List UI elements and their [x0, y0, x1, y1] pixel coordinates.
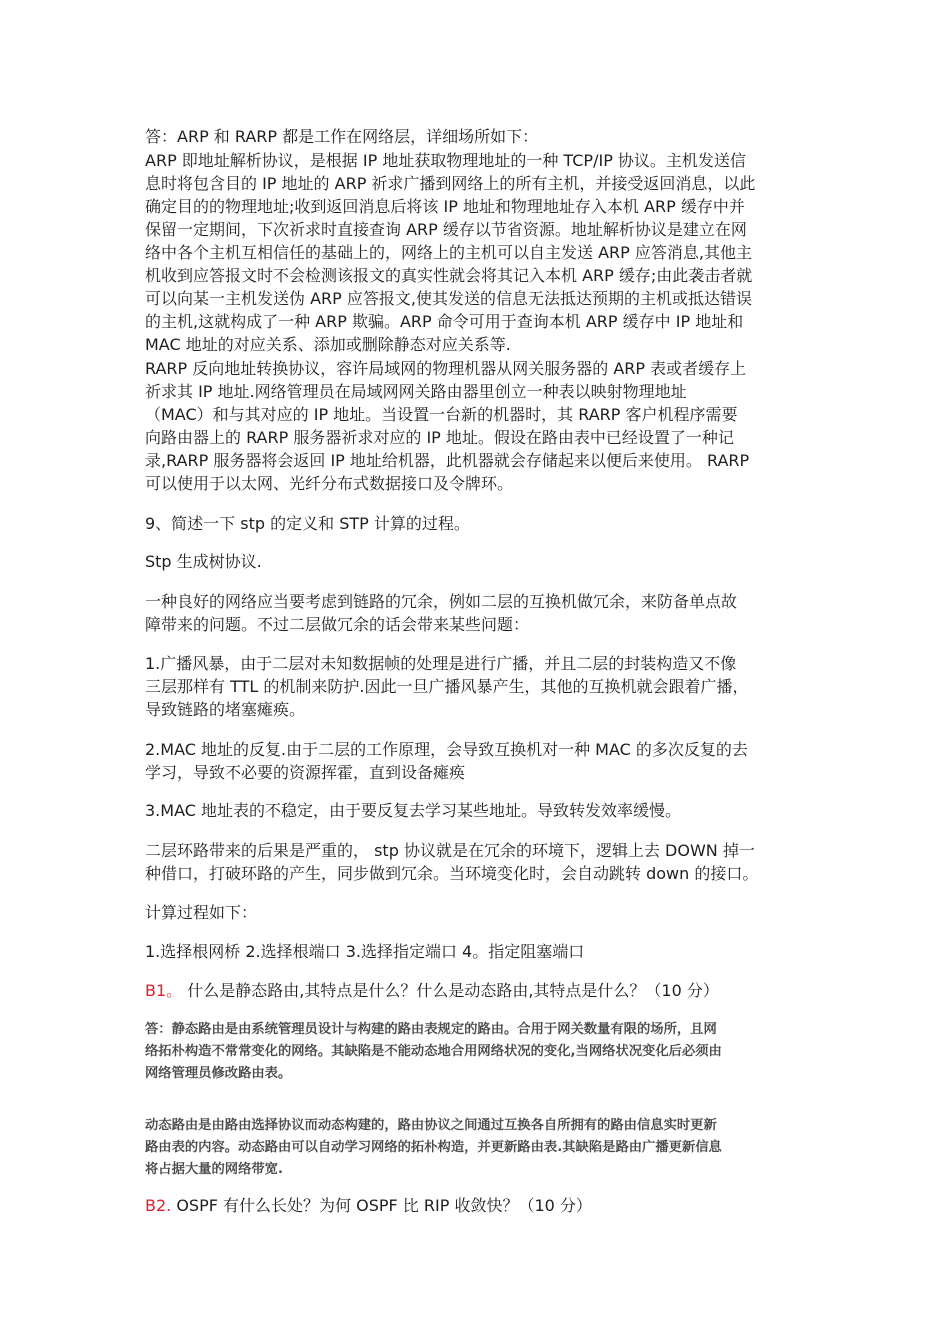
arp-line: 确定目的的物理地址;收到返回消息后将该 IP 地址和物理地址存入本机 ARP 缓存中并: [145, 197, 745, 216]
stp-point-1-line: 三层那样有 TTL 的机制来防护.因此一旦广播风暴产生，其他的互换机就会跟着广播，: [145, 677, 749, 696]
arp-line: 可以向某一主机发送伪 ARP 应答报文,使其发送的信息无法抵达预期的主机或抵达错误: [145, 289, 752, 308]
question-b2-label: B2.: [145, 1196, 172, 1215]
question-b2-text: OSPF 有什么长处？为何 OSPF 比 RIP 收敛快？（10 分）: [171, 1196, 592, 1215]
arp-line: 机收到应答报文时不会检测该报文的真实性就会将其记入本机 ARP 缓存;由此袭击者就: [145, 266, 753, 285]
stp-point-3: 3.MAC 地址表的不稳定，由于要反复去学习某些地址。导致转发效率缓慢。: [145, 801, 681, 820]
arp-line: ARP 即地址解析协议，是根据 IP 地址获取物理地址的一种 TCP/IP 协议。主机发送信: [145, 151, 746, 170]
rarp-line: （MAC）和与其对应的 IP 地址。当设置一台新的机器时，其 RARP 客户机程序需要: [145, 405, 738, 424]
arp-line: 保留一定期间，下次祈求时直接查询 ARP 缓存以节省资源。地址解析协议是建立在网: [145, 220, 747, 239]
rarp-line: 可以使用于以太网、光纤分布式数据接口及令牌环。: [145, 474, 514, 493]
arp-line: 的主机,这就构成了一种 ARP 欺骗。ARP 命令可用于查询本机 ARP 缓存中 IP 地址和: [145, 312, 744, 331]
question-b1: [145, 979, 810, 1002]
rarp-line: 祈求其 IP 地址.网络管理员在局域网网关路由器里创立一种表以映射物理地址: [145, 382, 687, 401]
stp-point-2-line: 学习，导致不必要的资源挥霍，直到设备瘫痪: [145, 763, 466, 782]
rarp-line: 录,RARP 服务器将会返回 IP 地址给机器，此机器就会存储起来以便后来使用。 RARP: [145, 451, 750, 470]
stp-paragraph-line: 障带来的问题。不过二层做冗余的话会带来某些问题：: [145, 615, 530, 634]
static-route-line: 络拓朴构造不常常变化的网络。其缺陷是不能动态地合用网络状况的变化,当网络状况变化后必须由: [145, 1044, 722, 1059]
stp-point-2-line: 2.MAC 地址的反复.由于二层的工作原理，会导致互换机对一种 MAC 的多次反复的去: [145, 740, 748, 759]
question-b2: [145, 1194, 810, 1217]
question-9: 9、简述一下 stp 的定义和 STP 计算的过程。: [145, 514, 470, 533]
static-route-line: 网络管理员修改路由表。: [145, 1066, 292, 1081]
dynamic-route-line: 将占据大量的网络带宽.: [145, 1162, 284, 1177]
stp-paragraph-2-line: 种借口，打破环路的产生，同步做到冗余。当环境变化时，会自动跳转 down 的接口。: [145, 864, 759, 883]
stp-point-1-line: 导致链路的堵塞瘫痪。: [145, 700, 306, 719]
stp-paragraph-2-line: 二层环路带来的后果是严重的， stp 协议就是在冗余的环境下，逻辑上去 DOWN 掉一: [145, 841, 755, 860]
arp-line: 络中各个主机互相信任的基础上的，网络上的主机可以自主发送 ARP 应答消息,其他主: [145, 243, 752, 262]
question-b1-text: 什么是静态路由,其特点是什么？什么是动态路由,其特点是什么？（10 分）: [182, 981, 719, 1000]
arp-line: MAC 地址的对应关系、添加或删除静态对应关系等.: [145, 335, 511, 354]
dynamic-route-line: 路由表的内容。动态路由可以自动学习网络的拓朴构造，并更新路由表.其缺陷是路由广播更新信息: [145, 1140, 722, 1155]
rarp-line: RARP 反向地址转换协议，容许局域网的物理机器从网关服务器的 ARP 表或者缓存上: [145, 359, 747, 378]
static-route-line: 答：静态路由是由系统管理员设计与构建的路由表规定的路由。合用于网关数量有限的场所，且网: [145, 1022, 717, 1037]
stp-paragraph-line: 一种良好的网络应当要考虑到链路的冗余，例如二层的互换机做冗余，来防备单点故: [145, 592, 738, 611]
question-b1-label: B1。: [145, 981, 183, 1000]
calc-steps: 1.选择根网桥 2.选择根端口 3.选择指定端口 4。指定阻塞端口: [145, 942, 585, 961]
dynamic-route-line: 动态路由是由路由选择协议而动态构建的，路由协议之间通过互换各自所拥有的路由信息实时更新: [145, 1118, 717, 1133]
stp-definition: Stp 生成树协议.: [145, 552, 262, 571]
stp-point-1-line: 1.广播风暴，由于二层对未知数据帧的处理是进行广播，并且二层的封装构造又不像: [145, 654, 737, 673]
arp-line: 息时将包含目的 IP 地址的 ARP 祈求广播到网络上的所有主机，并接受返回消息，以此: [145, 174, 756, 193]
arp-answer-intro: 答：ARP 和 RARP 都是工作在网络层，详细场所如下：: [145, 127, 539, 146]
rarp-line: 向路由器上的 RARP 服务器祈求对应的 IP 地址。假设在路由表中已经设置了一种记: [145, 428, 734, 447]
calc-intro: 计算过程如下：: [145, 903, 258, 922]
